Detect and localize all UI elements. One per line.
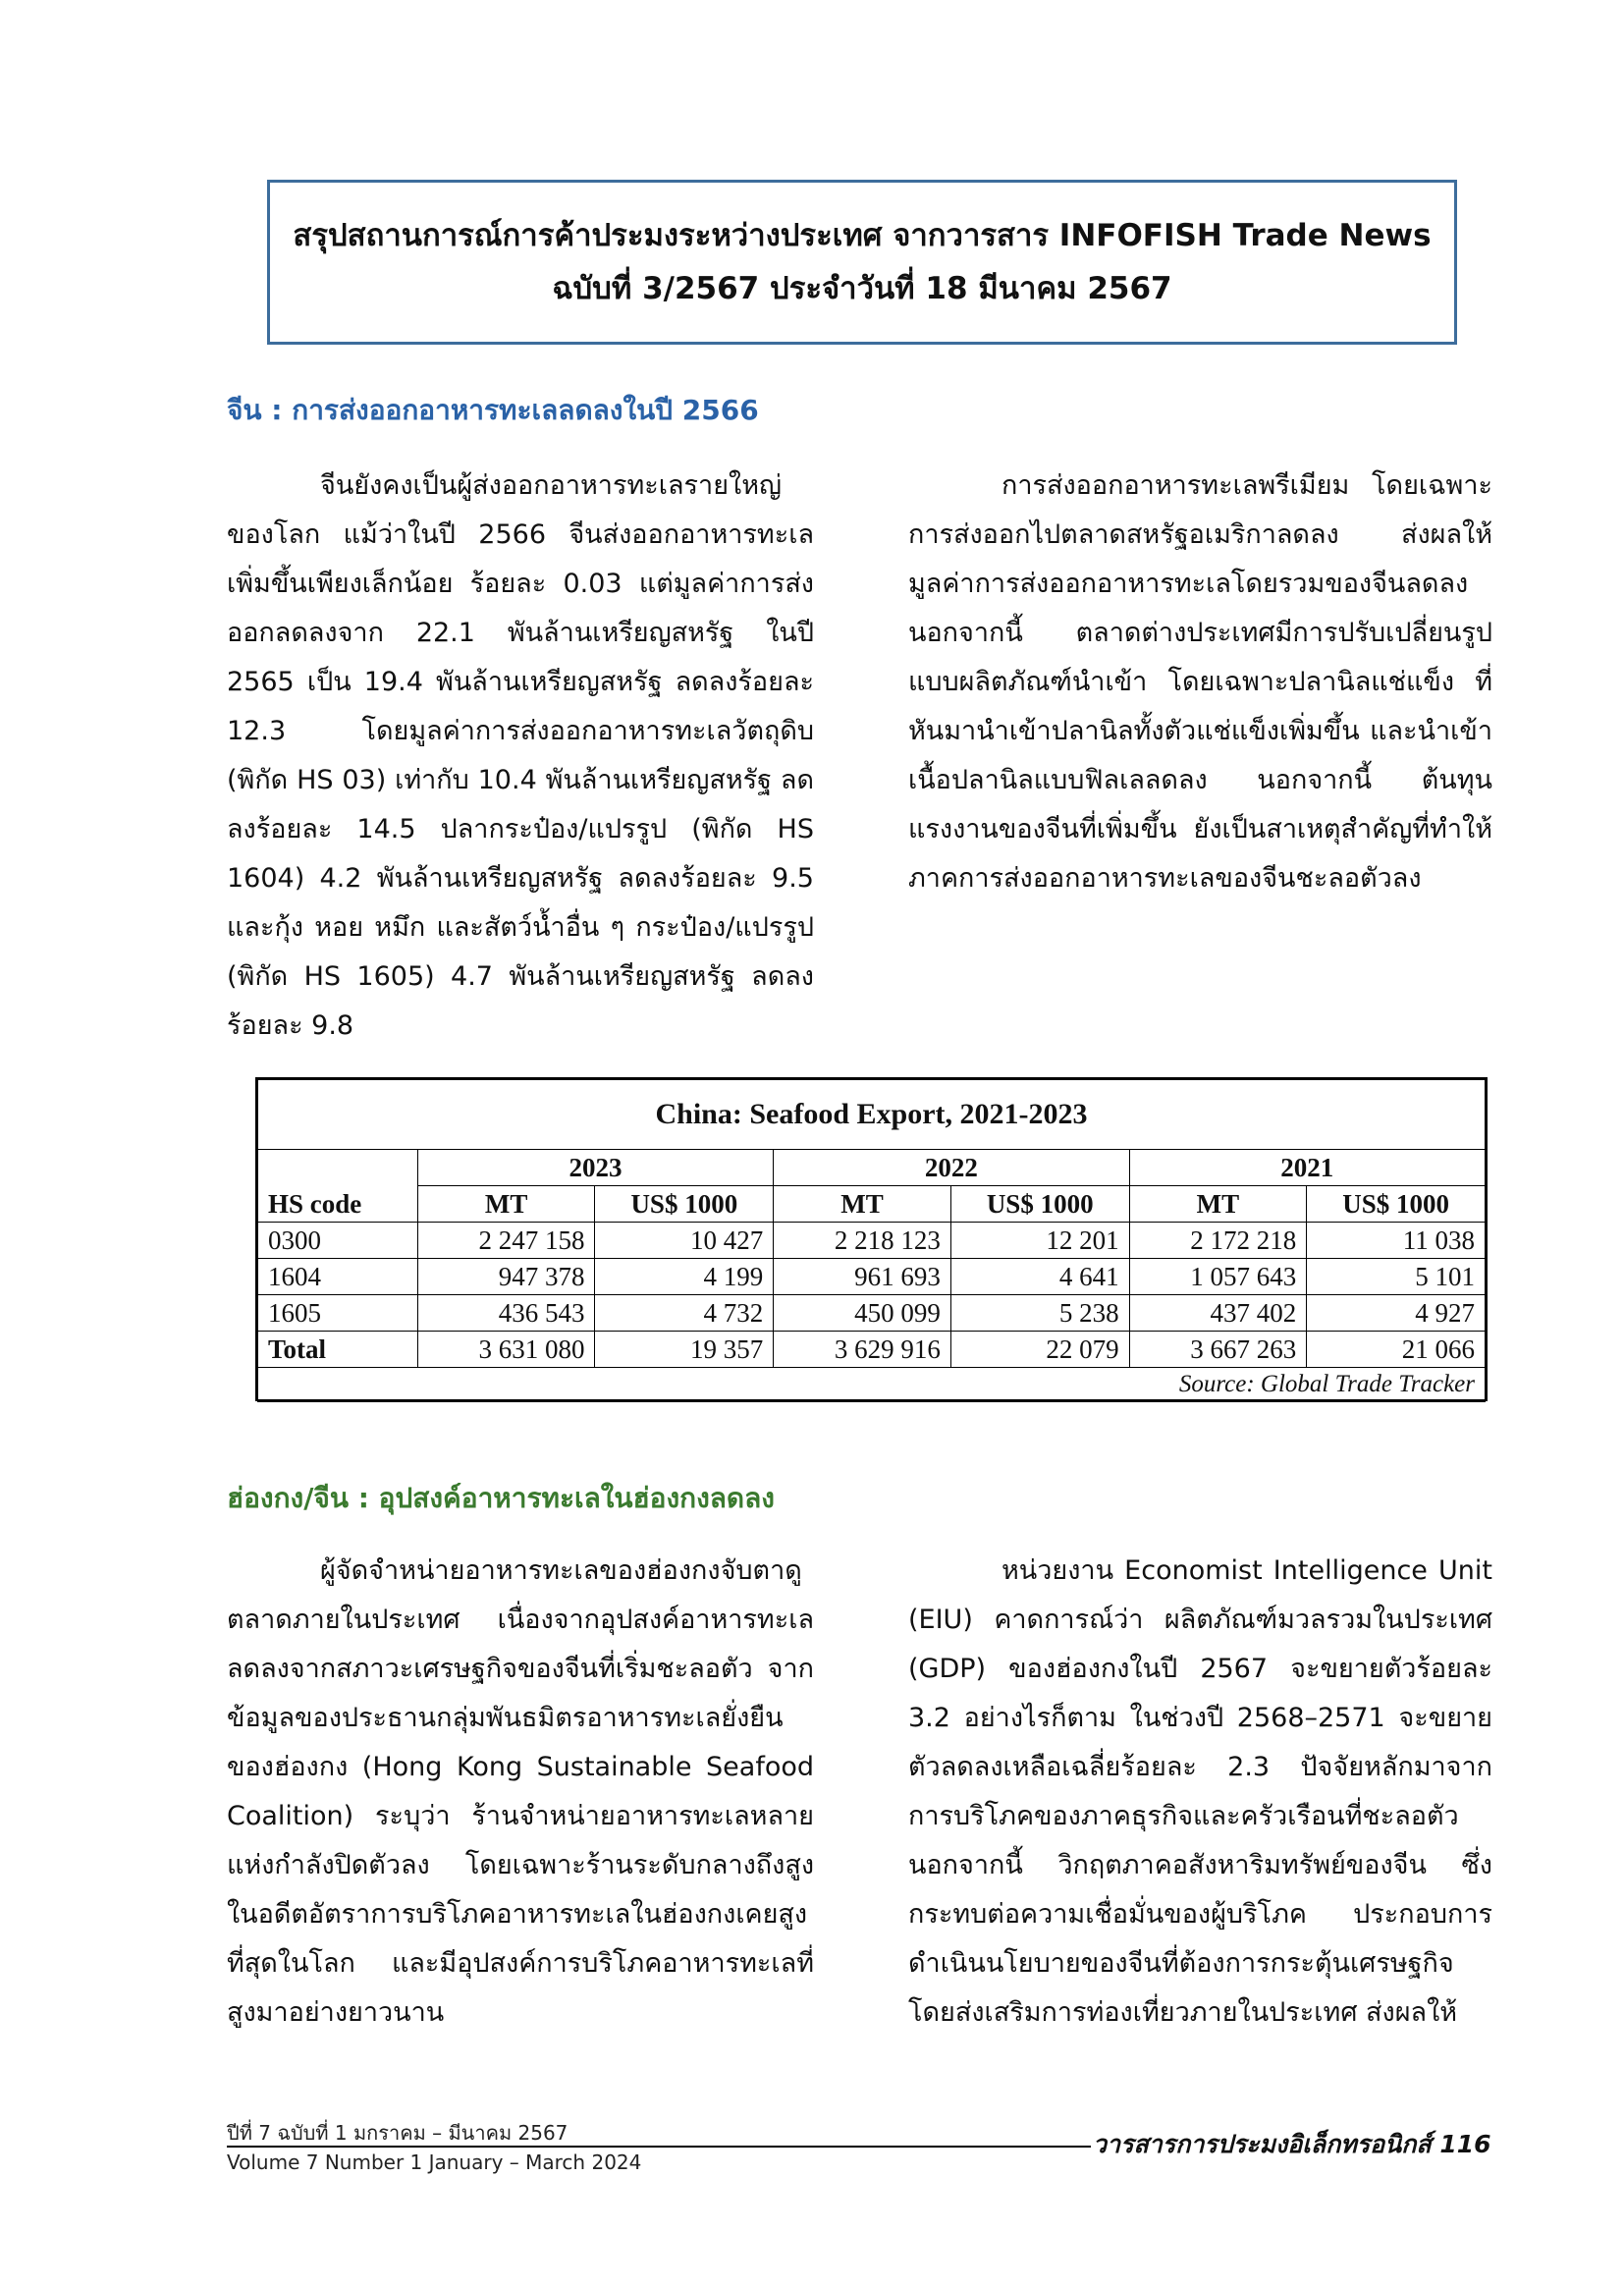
china-left-paragraph: จีนยังคงเป็นผู้ส่งออกอาหารทะเลรายใหญ่ของโลก แม้ว่าในปี 2566 จีนส่งออกอาหารทะเลเพิ่มขึ้นเพียงเล็กน้อย ร้อยละ 0.03 แต่มูลค่าการส่งออกลดลงจาก 22.1 พันล้านเหรียญสหรัฐ ในปี 2565 เป็น 19.4 พันล้านเหรียญสหรัฐ ลดลงร้อยละ 12.3 โดยมูลค่าการส่งออกอาหารทะเลวัตถุดิบ (พิกัด HS 03) เท่ากับ 10.4 พันล้านเหรียญสหรัฐ ลดลงร้อยละ 14.5 ปลากระป๋อง/แปรรูป (พิกัด HS 1604) 4.2 พันล้านเหรียญสหรัฐ ลดลงร้อยละ 9.5 และกุ้ง หอย หมึก และสัตว์น้ำอื่น ๆ กระป๋อง/แปรรูป (พิกัด HS 1605) 4.7 พันล้านเหรียญสหรัฐ ลดลงร้อยละ 9.8 bbox=[227, 470, 814, 1041]
value-cell: 961 693 bbox=[774, 1259, 951, 1295]
section-heading-china: จีน : การส่งออกอาหารทะเลลดลงในปี 2566 bbox=[227, 394, 759, 426]
table-row bbox=[258, 1295, 1486, 1332]
title-line-2: ฉบับที่ 3/2567 ประจำวันที่ 18 มีนาคม 2567 bbox=[552, 271, 1172, 306]
table-total-row bbox=[258, 1332, 1486, 1368]
footer-issue-en: Volume 7 Number 1 January – March 2024 bbox=[227, 2150, 642, 2174]
value-cell: 3 667 263 bbox=[1129, 1332, 1307, 1368]
footer-issue-th: ปีที่ 7 ฉบับที่ 1 มกราคม – มีนาคม 2567 bbox=[227, 2121, 568, 2145]
hs-code-cell: 1604 bbox=[258, 1259, 418, 1295]
value-cell: 436 543 bbox=[417, 1295, 595, 1332]
china-right-paragraph: การส่งออกอาหารทะเลพรีเมียม โดยเฉพาะการส่งออกไปตลาดสหรัฐอเมริกาลดลง ส่งผลให้มูลค่าการส่งออกอาหารทะเลโดยรวมของจีนลดลง นอกจากนี้ ตลาดต่างประเทศมีการปรับเปลี่ยนรูปแบบผลิตภัณฑ์นำเข้า โดยเฉพาะปลานิลแช่แข็ง ที่หันมานำเข้าปลานิลทั้งตัวแช่แข็งเพิ่มขึ้น และนำเข้าเนื้อปลานิลแบบฟิลเลลดลง นอกจากนี้ ต้นทุนแรงงานของจีนที่เพิ่มขึ้น ยังเป็นสาเหตุสำคัญที่ทำให้ภาคการส่งออกอาหารทะเลของจีนชะลอตัวลง bbox=[908, 470, 1492, 894]
value-cell: 4 199 bbox=[595, 1259, 774, 1295]
year-header-2021: 2021 bbox=[1129, 1150, 1485, 1186]
value-cell: 2 218 123 bbox=[774, 1223, 951, 1259]
value-cell: 1 057 643 bbox=[1129, 1259, 1307, 1295]
value-cell: 4 732 bbox=[595, 1295, 774, 1332]
value-cell: 3 629 916 bbox=[774, 1332, 951, 1368]
mt-header: MT bbox=[1129, 1186, 1307, 1223]
mt-header: MT bbox=[774, 1186, 951, 1223]
table-row bbox=[258, 1259, 1486, 1295]
value-cell: 4 927 bbox=[1307, 1295, 1486, 1332]
table-row bbox=[258, 1223, 1486, 1259]
value-cell: 11 038 bbox=[1307, 1223, 1486, 1259]
value-cell: 21 066 bbox=[1307, 1332, 1486, 1368]
hs-code-cell: Total bbox=[258, 1332, 418, 1368]
value-cell: 12 201 bbox=[950, 1223, 1129, 1259]
value-cell: 450 099 bbox=[774, 1295, 951, 1332]
usd-header: US$ 1000 bbox=[595, 1186, 774, 1223]
year-header-2022: 2022 bbox=[774, 1150, 1129, 1186]
value-cell: 2 172 218 bbox=[1129, 1223, 1307, 1259]
hongkong-right-paragraph: หน่วยงาน Economist Intelligence Unit (EIU) คาดการณ์ว่า ผลิตภัณฑ์มวลรวมในประเทศ (GDP) ของฮ่องกงในปี 2567 จะขยายตัวร้อยละ 3.2 อย่างไรก็ตาม ในช่วงปี 2568–2571 จะขยายตัวลดลงเหลือเฉลี่ยร้อยละ 2.3 ปัจจัยหลักมาจากการบริโภคของภาคธุรกิจและครัวเรือนที่ชะลอตัว นอกจากนี้ วิกฤตภาคอสังหาริมทรัพย์ของจีน ซึ่งกระทบต่อความเชื่อมั่นของผู้บริโภค ประกอบการดำเนินนโยบายของจีนที่ต้องการกระตุ้นเศรษฐกิจ โดยส่งเสริมการท่องเที่ยวภายในประเทศ ส่งผลให้ bbox=[908, 1555, 1492, 2028]
footer-issue bbox=[227, 2118, 641, 2177]
usd-header: US$ 1000 bbox=[950, 1186, 1129, 1223]
value-cell: 437 402 bbox=[1129, 1295, 1307, 1332]
usd-header: US$ 1000 bbox=[1307, 1186, 1486, 1223]
footer-journal: วารสารการประมงอิเล็กทรอนิกส์ 116 bbox=[1093, 2130, 1491, 2158]
seafood-export-table bbox=[255, 1077, 1488, 1401]
table-caption: China: Seafood Export, 2021-2023 bbox=[258, 1080, 1486, 1150]
title-box bbox=[267, 180, 1457, 345]
table-source: Source: Global Trade Tracker bbox=[258, 1368, 1486, 1402]
value-cell: 5 238 bbox=[950, 1295, 1129, 1332]
value-cell: 10 427 bbox=[595, 1223, 774, 1259]
value-cell: 4 641 bbox=[950, 1259, 1129, 1295]
value-cell: 3 631 080 bbox=[417, 1332, 595, 1368]
table-blank-header bbox=[258, 1150, 418, 1186]
value-cell: 2 247 158 bbox=[417, 1223, 595, 1259]
title-line-1: สรุปสถานการณ์การค้าประมงระหว่างประเทศ จากวารสาร INFOFISH Trade News bbox=[293, 218, 1432, 253]
hs-code-cell: 0300 bbox=[258, 1223, 418, 1259]
hs-code-header: HS code bbox=[258, 1186, 418, 1223]
hongkong-left-paragraph: ผู้จัดจำหน่ายอาหารทะเลของฮ่องกงจับตาดูตลาดภายในประเทศ เนื่องจากอุปสงค์อาหารทะเลลดลงจากสภาวะเศรษฐกิจของจีนที่เริ่มชะลอตัว จากข้อมูลของประธานกลุ่มพันธมิตรอาหารทะเลยั่งยืนของฮ่องกง (Hong Kong Sustainable Seafood Coalition) ระบุว่า ร้านจำหน่ายอาหารทะเลหลายแห่งกำลังปิดตัวลง โดยเฉพาะร้านระดับกลางถึงสูง ในอดีตอัตราการบริโภคอาหารทะเลในฮ่องกงเคยสูงที่สุดในโลก และมีอุปสงค์การบริโภคอาหารทะเลที่สูงมาอย่างยาวนาน bbox=[227, 1555, 814, 2028]
mt-header: MT bbox=[417, 1186, 595, 1223]
section-heading-hongkong: ฮ่องกง/จีน : อุปสงค์อาหารทะเลในฮ่องกงลดลง bbox=[227, 1482, 775, 1514]
year-header-2023: 2023 bbox=[417, 1150, 773, 1186]
footer-rule bbox=[227, 2146, 1091, 2148]
value-cell: 5 101 bbox=[1307, 1259, 1486, 1295]
hs-code-cell: 1605 bbox=[258, 1295, 418, 1332]
value-cell: 22 079 bbox=[950, 1332, 1129, 1368]
value-cell: 19 357 bbox=[595, 1332, 774, 1368]
value-cell: 947 378 bbox=[417, 1259, 595, 1295]
